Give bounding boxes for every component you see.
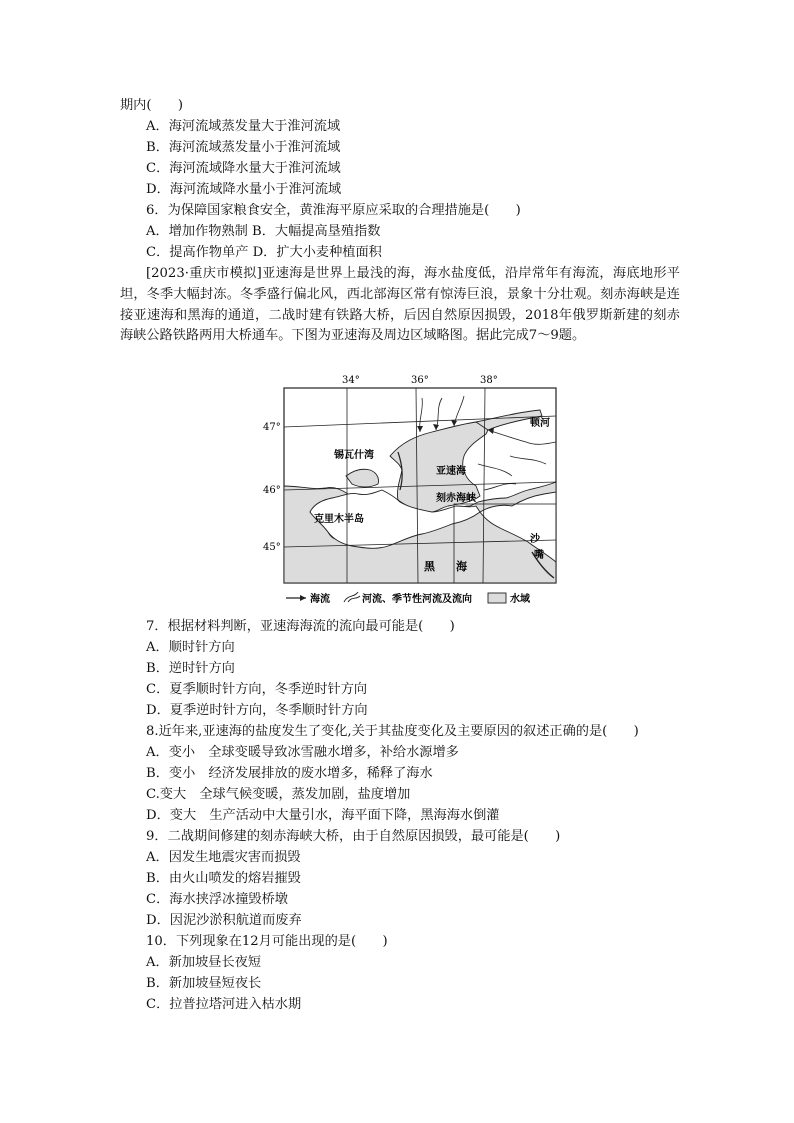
azov-sea-map	[250, 372, 580, 608]
q7-option-d: D．夏季逆时针方向，冬季顺时针方向	[146, 703, 368, 718]
q7-option-c: C．夏季顺时针方向，冬季逆时针方向	[146, 682, 368, 697]
q8-option-b: B．变小 经济发展排放的废水增多，稀释了海水	[146, 766, 433, 781]
q8-option-c: C.变大 全球气候变暖，蒸发加剧，盐度增加	[146, 787, 411, 802]
q5-stem-tail: 期内( )	[120, 98, 184, 113]
q8-option-a: A．变小 全球变暖导致冰雪融水增多，补给水源增多	[146, 745, 459, 760]
label-black-sea-2: 海	[456, 560, 467, 573]
label-sivash: 锡瓦什湾	[334, 450, 374, 461]
q5-option-c: C．海河流域降水量大于淮河流域	[146, 161, 341, 176]
q9-option-d: D．因泥沙淤积航道而废弃	[146, 913, 302, 928]
lon-label-34: 34°	[342, 375, 360, 386]
q10-option-b: B．新加坡昼短夜长	[146, 976, 262, 991]
legend-water-label: 水域	[510, 594, 530, 605]
q5-option-b: B．海河流域蒸发量小于淮河流域	[146, 140, 341, 155]
legend-water-swatch	[488, 593, 506, 603]
legend-river-icon	[344, 592, 360, 602]
q10-option-a: A．新加坡昼长夜短	[146, 955, 262, 970]
q8-option-d: D．变大 生产活动中大量引水，海平面下降，黑海海水倒灌	[146, 808, 500, 823]
label-black-sea-1: 黑	[424, 560, 435, 573]
q9-option-b: B．由火山喷发的熔岩摧毁	[146, 871, 301, 886]
q9-option-a: A．因发生地震灾害而损毁	[146, 850, 301, 865]
label-don: 顿河	[530, 418, 550, 429]
q10-option-c: C．拉普拉塔河进入枯水期	[146, 997, 302, 1012]
q8-stem: 8.近年来,亚速海的盐度发生了变化,关于其盐度变化及主要原因的叙述正确的是( )	[146, 724, 639, 739]
label-spit-2: 嘴	[534, 550, 544, 561]
legend-river-label: 河流、季节性河流及流向	[362, 594, 472, 605]
q6-stem: 6．为保障国家粮食安全，黄淮海平原应采取的合理措施是( )	[146, 203, 521, 218]
label-spit-1: 沙	[530, 534, 540, 545]
q10-stem: 10．下列现象在12月可能出现的是( )	[146, 934, 388, 949]
lat-label-46: 46°	[263, 485, 281, 496]
label-crimea: 克里木半岛	[314, 514, 364, 525]
lon-label-36: 36°	[411, 375, 429, 386]
legend-current-arrow	[300, 595, 306, 601]
q6-options-cd: C．提高作物单产 D．扩大小麦种植面积	[146, 245, 382, 260]
label-azov: 亚速海	[436, 466, 466, 477]
label-kerch: 刻赤海峡	[436, 493, 476, 504]
lon-label-38: 38°	[480, 375, 498, 386]
legend-current-label: 海流	[310, 594, 330, 605]
lat-label-47: 47°	[263, 422, 281, 433]
q5-option-a: A．海河流域蒸发量大于淮河流域	[146, 119, 341, 134]
q7-option-a: A．顺时针方向	[146, 640, 235, 655]
map-legend	[286, 592, 531, 605]
q6-options-ab: A．增加作物熟制 B．大幅提高垦殖指数	[146, 224, 381, 239]
material-paragraph: [2023·重庆市模拟]亚速海是世界上最浅的海，海水盐度低，沿岸常年有海流，海底地形平坦，冬季大幅封冻。冬季盛行偏北风，西北部海区常有惊涛巨浪，景象十分壮观。刻赤海峡是连接亚速海和黑海的通道，二战时建有铁路大桥，后因自然原因损毁，2018年俄罗斯新建的刻赤海峡公路铁路两用大桥通车。下图为亚速海及周边区域略图。据此完成7～9题。	[120, 266, 680, 344]
lat-label-45: 45°	[263, 542, 281, 553]
q9-option-c: C．海水挟浮冰撞毁桥墩	[146, 892, 288, 907]
q5-option-d: D．海河流域降水量小于淮河流域	[146, 182, 342, 197]
q9-stem: 9．二战期间修建的刻赤海峡大桥，由于自然原因损毁，最可能是( )	[146, 829, 561, 844]
q7-stem: 7．根据材料判断，亚速海海流的流向最可能是( )	[146, 619, 455, 634]
q7-option-b: B．逆时针方向	[146, 661, 235, 676]
